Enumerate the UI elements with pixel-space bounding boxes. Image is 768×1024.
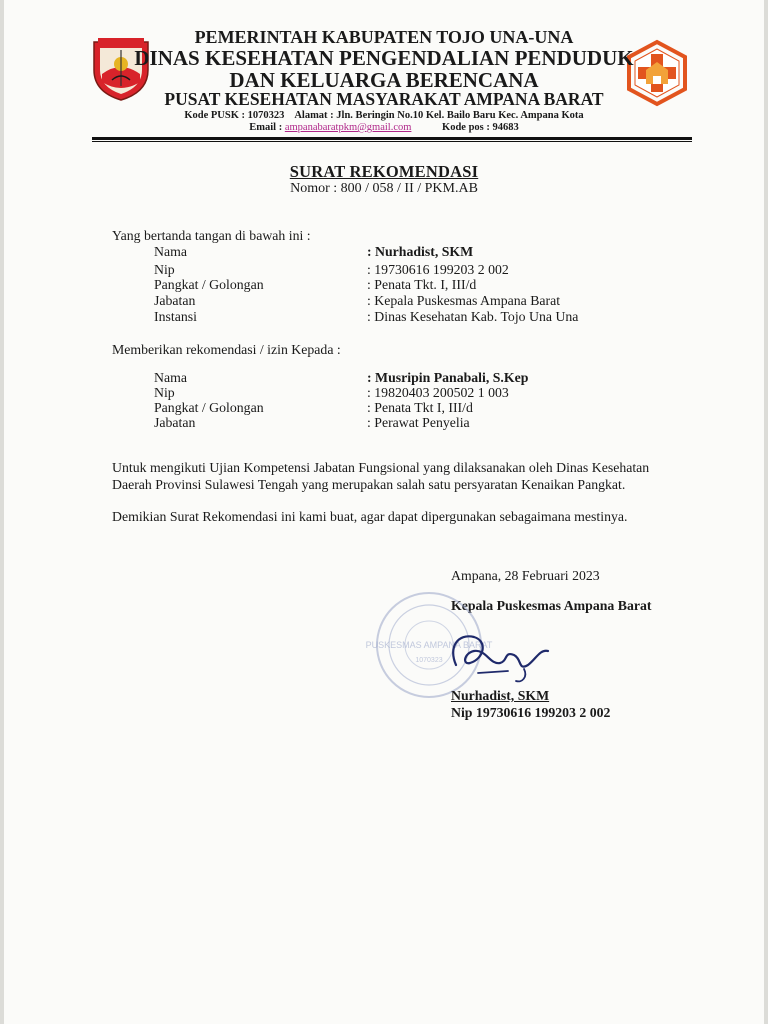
recipient-label-nip: Nip (154, 385, 175, 400)
header-address-line (4, 110, 764, 121)
header-government-line: PEMERINTAH KABUPATEN TOJO UNA-UNA (194, 27, 574, 47)
stamp-text: PUSKESMAS AMPANA BARAT (365, 640, 493, 650)
letter-number: Nomor : 800 / 058 / II / PKM.AB (290, 181, 478, 196)
letter-page (4, 0, 764, 1024)
recipient-label-nama: Nama (154, 370, 187, 385)
signatory-nip: Nip 19730616 199203 2 002 (451, 705, 611, 720)
header-kode-pusk: Kode PUSK : 1070323 (184, 110, 285, 121)
recommend-intro-text: Memberikan rekomendasi / izin Kepada : (112, 342, 341, 357)
signature-title: Kepala Puskesmas Ampana Barat (451, 598, 652, 613)
header-alamat: Alamat : Jln. Beringin No.10 Kel. Bailo Baru Kec. Ampana Kota (294, 110, 584, 121)
body-paragraph-line-2: Daerah Provinsi Sulawesi Tengah yang merupakan salah satu persyaratan Kenaikan Pangkat. (112, 477, 626, 492)
header-kode-pos: Kode pos : 94683 (442, 122, 519, 133)
signer-value-pangkat: : Penata Tkt. I, III/d (367, 277, 477, 292)
recipient-value-pangkat: : Penata Tkt I, III/d (367, 400, 473, 415)
closing-paragraph: Demikian Surat Rekomendasi ini kami buat, agar dapat dipergunakan sebagaimana mestinya. (112, 509, 628, 524)
letterhead (4, 0, 764, 145)
signer-label-nama: Nama (154, 244, 187, 259)
handwritten-signature (444, 625, 564, 685)
header-rule-thin (92, 141, 692, 142)
header-puskesmas-line: PUSAT KESEHATAN MASYARAKAT AMPANA BARAT (164, 89, 604, 109)
header-contact-line (4, 122, 764, 133)
stamp-code: 1070323 (415, 657, 443, 664)
recipient-value-jabatan: : Perawat Penyelia (367, 415, 470, 430)
recipient-label-jabatan: Jabatan (154, 415, 196, 430)
signer-value-jabatan: : Kepala Puskesmas Ampana Barat (367, 293, 561, 308)
signer-value-instansi: : Dinas Kesehatan Kab. Tojo Una Una (367, 309, 579, 324)
signer-label-nip: Nip (154, 262, 175, 277)
recipient-label-pangkat: Pangkat / Golongan (154, 400, 264, 415)
signatory-name: Nurhadist, SKM (451, 688, 550, 703)
signer-value-nama: : Nurhadist, SKM (367, 244, 474, 259)
header-agency-line: DINAS KESEHATAN PENGENDALIAN PENDUDUK (134, 46, 634, 70)
signer-label-jabatan: Jabatan (154, 293, 196, 308)
body-paragraph-line-1: Untuk mengikuti Ujian Kompetensi Jabatan Fungsional yang dilaksanakan oleh Dinas Kesehatan (112, 460, 650, 475)
header-agency-line-2: DAN KELUARGA BERENCANA (229, 68, 539, 92)
recipient-value-nip: : 19820403 200502 1 003 (367, 385, 509, 400)
signer-label-pangkat: Pangkat / Golongan (154, 277, 264, 292)
header-email-label: Email : (249, 122, 283, 133)
signer-value-nip: : 19730616 199203 2 002 (367, 262, 509, 277)
letter-title: SURAT REKOMENDASI (289, 162, 479, 181)
header-email-link[interactable]: ampanabaratpkm@gmail.com (284, 122, 412, 133)
signer-label-instansi: Instansi (154, 309, 197, 324)
recipient-value-nama: : Musripin Panabali, S.Kep (367, 370, 529, 385)
header-rule-thick (92, 137, 692, 140)
intro-text: Yang bertanda tangan di bawah ini : (112, 228, 311, 243)
place-date: Ampana, 28 Februari 2023 (451, 568, 600, 583)
